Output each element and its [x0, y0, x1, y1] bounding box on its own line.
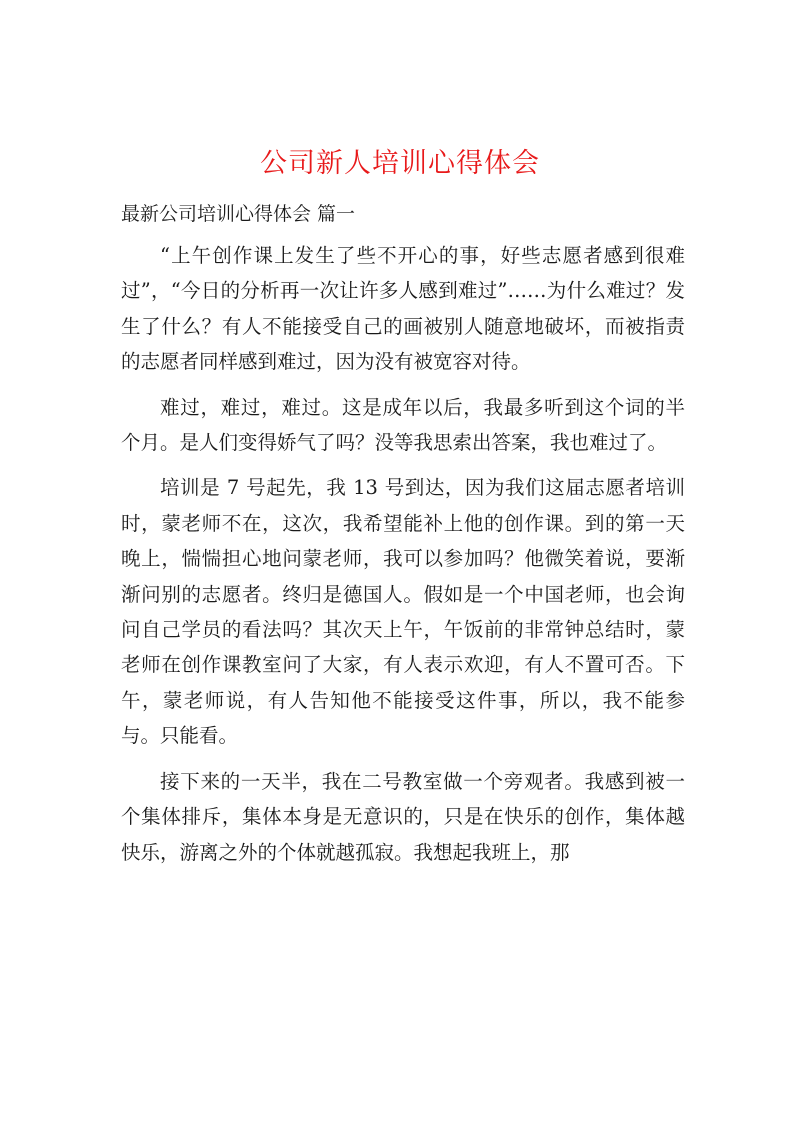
document-body	[121, 238, 685, 880]
paragraph-1: “上午创作课上发生了些不开心的事，好些志愿者感到很难过”，“今日的分析再一次让许多人感到难过”……为什么难过？发生了什么？有人不能接受自己的画被别人随意地破坏，而被指责的志愿者同样感到难过，因为没有被宽容对待。	[121, 244, 685, 374]
document-title: 公司新人培训心得体会	[260, 148, 540, 180]
paragraph-3: 培训是 7 号起先，我 13 号到达，因为我们这届志愿者培训时，蒙老师不在，这次，我希望能补上他的创作课。到的第一天晚上，惴惴担心地问蒙老师，我可以参加吗？他微笑着说，要渐渐问别的志愿者。终归是德国人。假如是一个中国老师，也会询问自己学员的看法吗？其次天上午，午饭前的非常钟总结时，蒙老师在创作课教室问了大家，有人表示欢迎，有人不置可否。下午，蒙老师说，有人告知他不能接受这件事，所以，我不能参与。只能看。	[121, 476, 685, 748]
section-heading: 最新公司培训心得体会 篇一	[121, 203, 356, 225]
paragraph-2: 难过，难过，难过。这是成年以后，我最多听到这个词的半个月。是人们变得娇气了吗？没等我思索出答案，我也难过了。	[121, 395, 685, 455]
paragraph-4: 接下来的一天半，我在二号教室做一个旁观者。我感到被一个集体排斥，集体本身是无意识的，只是在快乐的创作，集体越快乐，游离之外的个体就越孤寂。我想起我班上，那	[121, 769, 685, 864]
